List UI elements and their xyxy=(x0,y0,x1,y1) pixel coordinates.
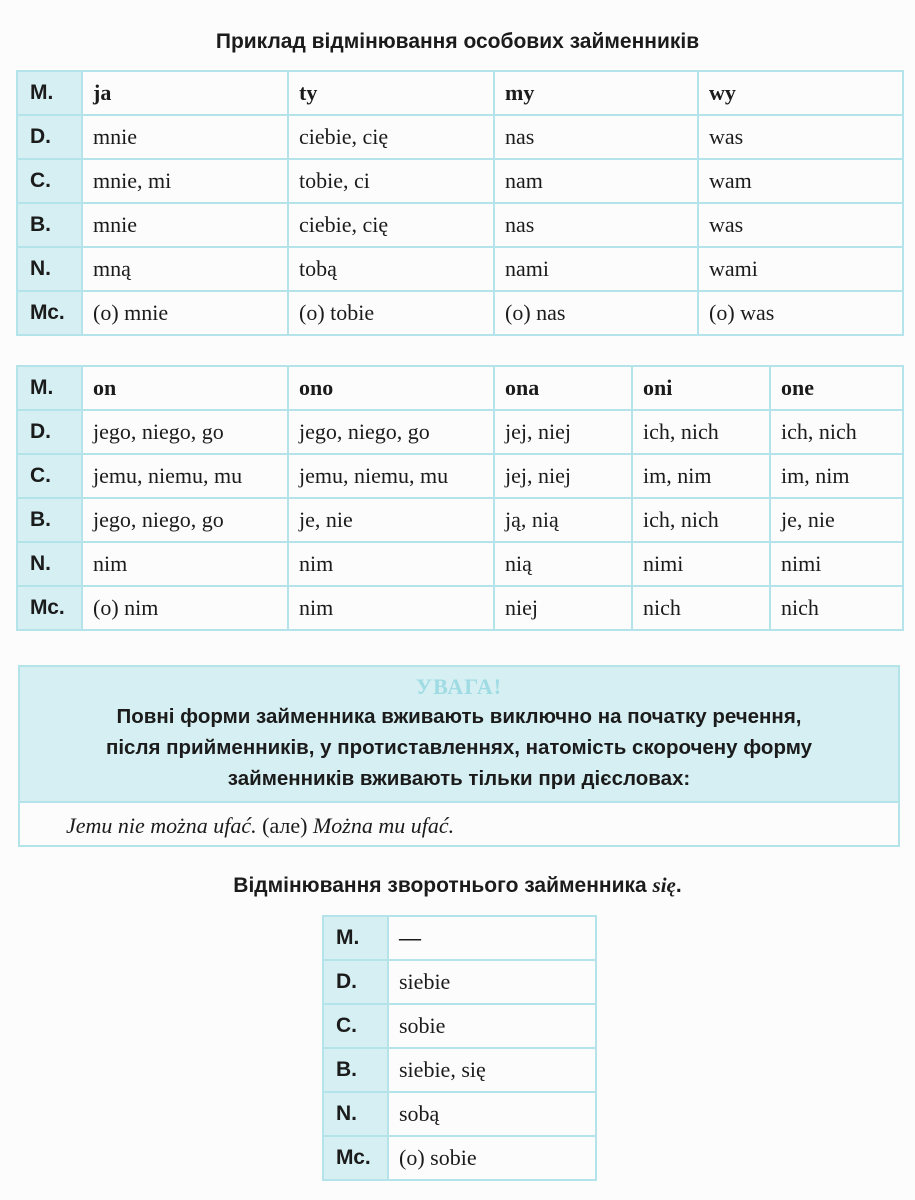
pronoun-form-cell: nimi xyxy=(770,542,903,586)
pronoun-form-cell: nich xyxy=(770,586,903,630)
pronoun-form-cell: sobą xyxy=(388,1092,596,1136)
pronoun-form-cell: nią xyxy=(494,542,632,586)
table1-row xyxy=(17,291,903,335)
pronoun-form-cell: on xyxy=(82,366,288,410)
pronoun-form-cell: jej, niej xyxy=(494,410,632,454)
pronoun-form-cell: nas xyxy=(494,115,698,159)
pronoun-form-cell: mnie xyxy=(82,115,288,159)
pronoun-form-cell: wam xyxy=(698,159,903,203)
pronoun-form-cell: (o) nas xyxy=(494,291,698,335)
table3-row xyxy=(323,1004,596,1048)
pronoun-form-cell: — xyxy=(388,916,596,960)
reflexive-title-suffix: . xyxy=(675,874,682,897)
pronoun-form-cell: tobą xyxy=(288,247,494,291)
attention-example xyxy=(20,803,898,839)
table3-row xyxy=(323,960,596,1004)
pronoun-form-cell: jego, niego, go xyxy=(82,410,288,454)
pronoun-form-cell: nami xyxy=(494,247,698,291)
pronoun-form-cell: jego, niego, go xyxy=(288,410,494,454)
pronoun-form-cell: im, nim xyxy=(770,454,903,498)
case-label-cell: Мс. xyxy=(17,586,82,630)
table2-row xyxy=(17,542,903,586)
pronoun-form-cell: was xyxy=(698,203,903,247)
pronoun-form-cell: ona xyxy=(494,366,632,410)
case-label-cell: Мс. xyxy=(17,291,82,335)
pronoun-form-cell: ja xyxy=(82,71,288,115)
pronoun-form-cell: tobie, ci xyxy=(288,159,494,203)
table2-row xyxy=(17,366,903,410)
pronoun-form-cell: wami xyxy=(698,247,903,291)
personal-pronouns-table-2 xyxy=(16,365,904,631)
pronoun-form-cell: jego, niego, go xyxy=(82,498,288,542)
case-label-cell: Мс. xyxy=(323,1136,388,1180)
case-label-cell: N. xyxy=(17,542,82,586)
pronoun-form-cell: oni xyxy=(632,366,770,410)
pronoun-form-cell: jemu, niemu, mu xyxy=(288,454,494,498)
case-label-cell: М. xyxy=(17,71,82,115)
table1-row xyxy=(17,71,903,115)
pronoun-form-cell: nim xyxy=(288,542,494,586)
pronoun-form-cell: wy xyxy=(698,71,903,115)
table1-row xyxy=(17,203,903,247)
pronoun-form-cell: ją, nią xyxy=(494,498,632,542)
case-label-cell: B. xyxy=(17,498,82,542)
case-label-cell: C. xyxy=(17,454,82,498)
case-label-cell: C. xyxy=(323,1004,388,1048)
case-label-cell: D. xyxy=(323,960,388,1004)
pronoun-form-cell: mnie xyxy=(82,203,288,247)
table3-row xyxy=(323,1136,596,1180)
pronoun-form-cell: ciebie, cię xyxy=(288,203,494,247)
pronoun-form-cell: nas xyxy=(494,203,698,247)
pronoun-form-cell: ich, nich xyxy=(632,410,770,454)
case-label-cell: B. xyxy=(17,203,82,247)
table1-row xyxy=(17,115,903,159)
case-label-cell: C. xyxy=(17,159,82,203)
pronoun-form-cell: (o) mnie xyxy=(82,291,288,335)
reflexive-pronoun-title xyxy=(0,873,915,898)
example-short-form: Można mu ufać. xyxy=(312,813,455,838)
pronoun-form-cell: niej xyxy=(494,586,632,630)
pronoun-form-cell: mnie, mi xyxy=(82,159,288,203)
pronoun-form-cell: jej, niej xyxy=(494,454,632,498)
reflexive-title-text: Відмінювання зворотнього займенника xyxy=(233,874,653,897)
reflexive-pronoun-table xyxy=(322,915,597,1181)
pronoun-form-cell: nam xyxy=(494,159,698,203)
pronoun-form-cell: ich, nich xyxy=(770,410,903,454)
pronoun-form-cell: my xyxy=(494,71,698,115)
example-full-form: Jemu nie można ufać. xyxy=(66,813,257,838)
table2-row xyxy=(17,498,903,542)
personal-pronouns-title: Приклад відмінювання особових займенників xyxy=(215,30,700,53)
attention-text-line-2: після прийменників, у протиставленнях, натомість скорочену форму xyxy=(105,736,813,759)
pronoun-form-cell: siebie xyxy=(388,960,596,1004)
attention-heading: УВАГА! xyxy=(415,674,503,699)
pronoun-form-cell: (o) tobie xyxy=(288,291,494,335)
pronoun-form-cell: jemu, niemu, mu xyxy=(82,454,288,498)
pronoun-form-cell: ciebie, cię xyxy=(288,115,494,159)
personal-pronouns-table-1 xyxy=(16,70,904,336)
pronoun-form-cell: ich, nich xyxy=(632,498,770,542)
pronoun-form-cell: nich xyxy=(632,586,770,630)
reflexive-title-word: się xyxy=(652,873,676,897)
table1-row xyxy=(17,159,903,203)
table3-row xyxy=(323,916,596,960)
table2-row xyxy=(17,454,903,498)
pronoun-form-cell: (o) was xyxy=(698,291,903,335)
pronoun-form-cell: sobie xyxy=(388,1004,596,1048)
case-label-cell: D. xyxy=(17,115,82,159)
pronoun-form-cell: im, nim xyxy=(632,454,770,498)
attention-header xyxy=(20,667,898,803)
pronoun-form-cell: nimi xyxy=(632,542,770,586)
table2-row xyxy=(17,410,903,454)
pronoun-form-cell: ty xyxy=(288,71,494,115)
pronoun-form-cell: was xyxy=(698,115,903,159)
pronoun-form-cell: ono xyxy=(288,366,494,410)
pronoun-form-cell: (o) nim xyxy=(82,586,288,630)
attention-text-line-3: займенників вживають тільки при дієсловах: xyxy=(227,767,691,790)
case-label-cell: N. xyxy=(17,247,82,291)
pronoun-form-cell: siebie, się xyxy=(388,1048,596,1092)
pronoun-form-cell: mną xyxy=(82,247,288,291)
case-label-cell: D. xyxy=(17,410,82,454)
pronoun-form-cell: one xyxy=(770,366,903,410)
case-label-cell: М. xyxy=(17,366,82,410)
case-label-cell: B. xyxy=(323,1048,388,1092)
pronoun-form-cell: nim xyxy=(288,586,494,630)
attention-text-line-1: Повні форми займенника вживають виключно на початку речення, xyxy=(116,705,802,728)
table1-row xyxy=(17,247,903,291)
example-separator: (але) xyxy=(256,813,313,838)
pronoun-form-cell: (o) sobie xyxy=(388,1136,596,1180)
table2-row xyxy=(17,586,903,630)
attention-box xyxy=(18,665,900,847)
table3-row xyxy=(323,1048,596,1092)
pronoun-form-cell: je, nie xyxy=(288,498,494,542)
table3-row xyxy=(323,1092,596,1136)
case-label-cell: М. xyxy=(323,916,388,960)
case-label-cell: N. xyxy=(323,1092,388,1136)
pronoun-form-cell: je, nie xyxy=(770,498,903,542)
pronoun-form-cell: nim xyxy=(82,542,288,586)
